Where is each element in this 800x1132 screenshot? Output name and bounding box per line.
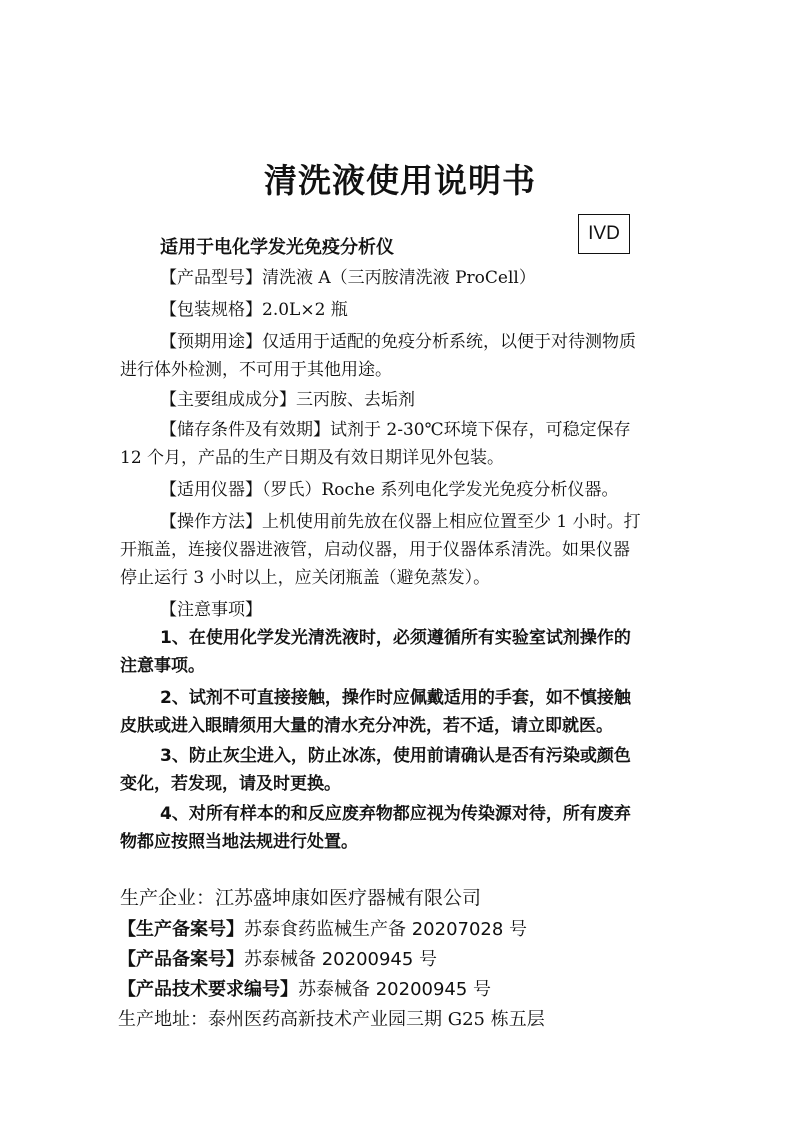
ivd-badge: IVD <box>578 214 630 254</box>
package-spec: 【包装规格】2.0L×2 瓶 <box>160 300 348 320</box>
intended-use-line2: 进行体外检测，不可用于其他用途。 <box>120 360 392 380</box>
note3-line1: 3、防止灰尘进入，防止冰冻，使用前请确认是否有污染或颜色 <box>160 746 631 766</box>
operation-line3: 停止运行 3 小时以上，应关闭瓶盖（避免蒸发）。 <box>120 568 491 588</box>
production-record-value: 苏泰食药监械生产备 20207028 号 <box>244 919 528 940</box>
composition: 【主要组成成分】三丙胺、去垢剂 <box>160 390 415 410</box>
product-record <box>118 945 437 971</box>
notes-heading: 【注意事项】 <box>160 600 262 620</box>
operation-line2: 开瓶盖，连接仪器进液管，启动仪器，用于仪器体系清洗。如果仪器 <box>120 540 630 560</box>
intended-use-line1: 【预期用途】仅适用于适配的免疫分析系统，以便于对待测物质 <box>160 332 636 352</box>
tech-requirement-value: 苏泰械备 20200945 号 <box>298 979 492 1000</box>
operation-line1: 【操作方法】上机使用前先放在仪器上相应位置至少 1 小时。打 <box>160 512 641 532</box>
note2-line1: 2、试剂不可直接接触，操作时应佩戴适用的手套，如不慎接触 <box>160 688 631 708</box>
tech-requirement-label: 【产品技术要求编号】 <box>118 979 298 1000</box>
tech-requirement <box>118 975 491 1001</box>
production-record <box>118 915 527 941</box>
storage-line2: 12 个月，产品的生产日期及有效日期详见外包装。 <box>120 448 505 468</box>
subtitle: 适用于电化学发光免疫分析仪 <box>160 237 394 258</box>
note2-line2: 皮肤或进入眼睛须用大量的清水充分冲洗，若不适，请立即就医。 <box>120 716 613 736</box>
product-record-value: 苏泰械备 20200945 号 <box>244 949 438 970</box>
production-address: 生产地址：泰州医药高新技术产业园三期 G25 栋五层 <box>118 1009 545 1030</box>
document-title: 清洗液使用说明书 <box>264 161 536 200</box>
note4-line1: 4、对所有样本的和反应废弃物都应视为传染源对待，所有废弃 <box>160 804 631 824</box>
product-record-label: 【产品备案号】 <box>118 949 244 970</box>
applicable-instrument: 【适用仪器】（罗氏）Roche 系列电化学发光免疫分析仪器。 <box>160 480 619 500</box>
note1-line1: 1、在使用化学发光清洗液时，必须遵循所有实验室试剂操作的 <box>160 628 631 648</box>
note1-line2: 注意事项。 <box>120 656 205 676</box>
note4-line2: 物都应按照当地法规进行处置。 <box>120 832 358 852</box>
product-model: 【产品型号】清洗液 A（三丙胺清洗液 ProCell） <box>160 268 536 288</box>
production-record-label: 【生产备案号】 <box>118 919 244 940</box>
manufacturer: 生产企业：江苏盛坤康如医疗器械有限公司 <box>120 887 482 909</box>
note3-line2: 变化，若发现，请及时更换。 <box>120 774 341 794</box>
storage-line1: 【储存条件及有效期】试剂于 2-30℃环境下保存，可稳定保存 <box>160 420 631 440</box>
